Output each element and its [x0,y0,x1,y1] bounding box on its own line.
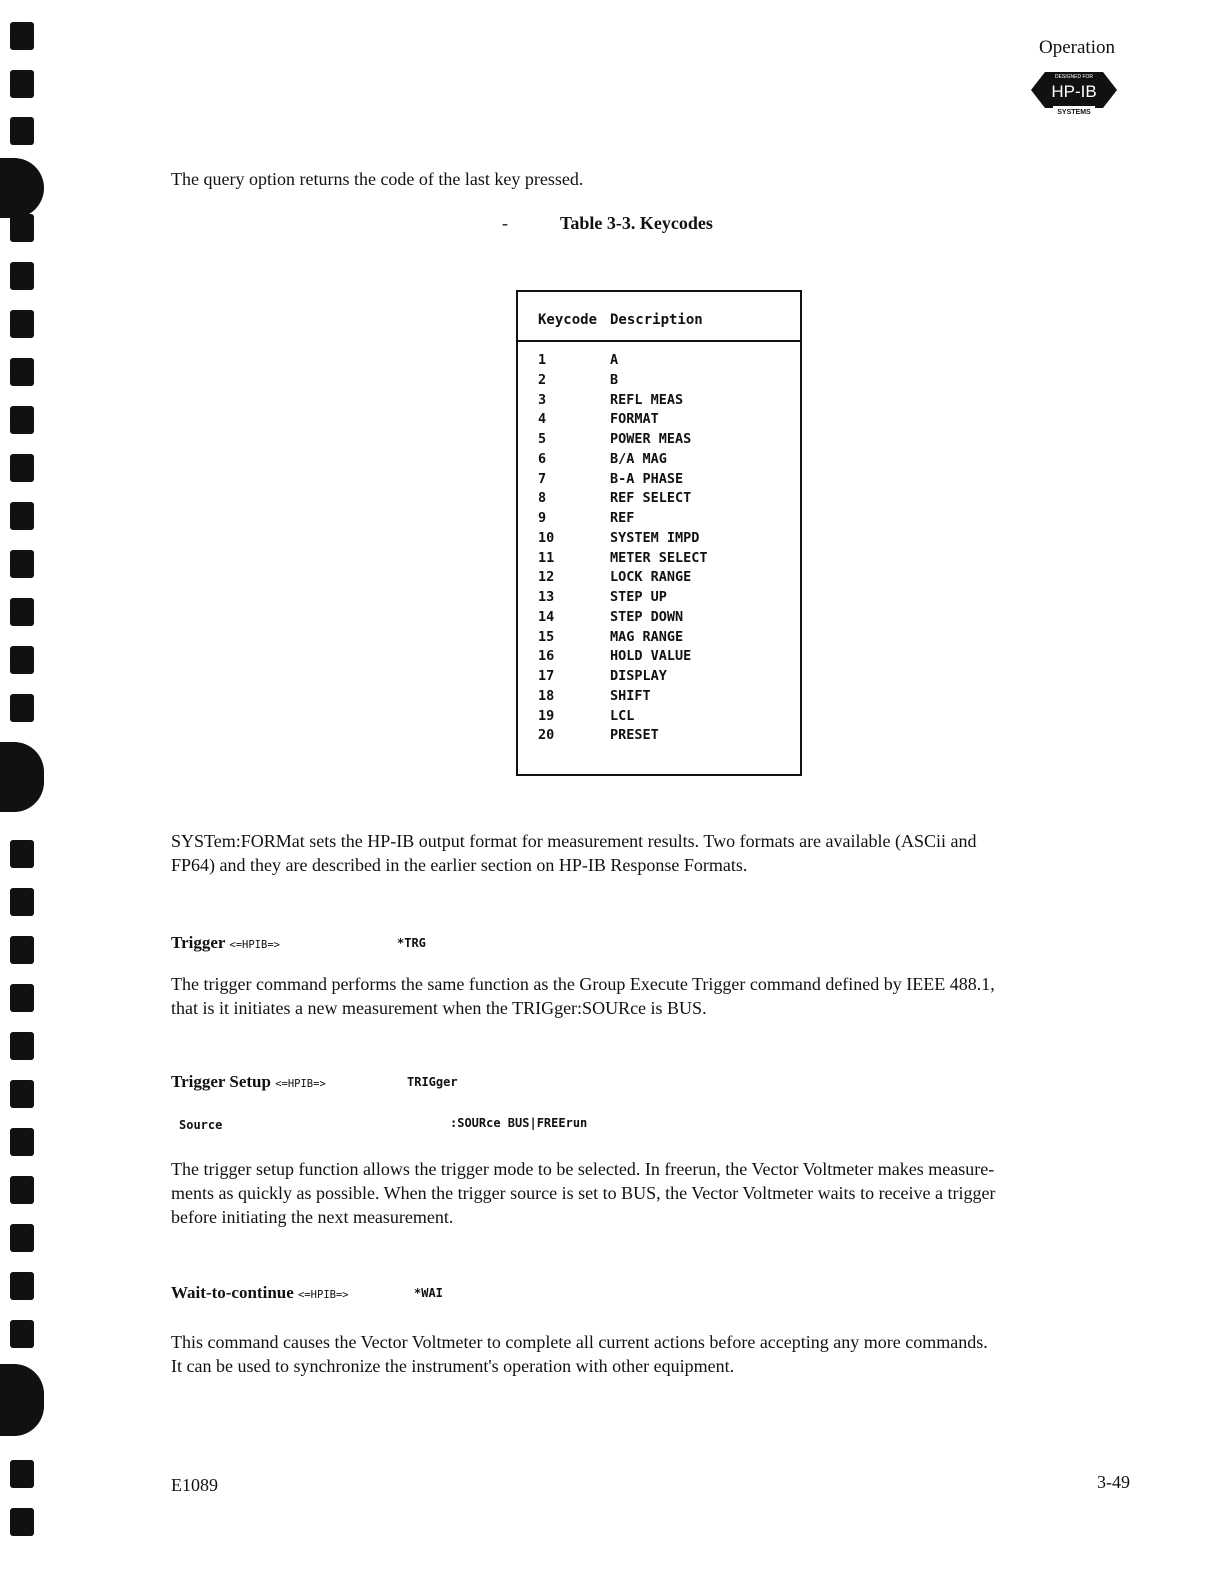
binder-ring-hole [0,1364,44,1436]
description-cell: B/A MAG [610,450,667,467]
format-para-line: SYSTem:FORMat sets the HP-IB output format for measurement results. Two formats are available (ASCii and [171,831,977,851]
document-number: E1089 [171,1475,218,1495]
trigger-para-line: that is it initiates a new measurement when the TRIGger:SOURce is BUS. [171,998,707,1018]
binder-hole [10,502,34,530]
table-row [518,609,800,629]
keycode-cell: 10 [538,529,555,546]
binder-hole [10,1460,34,1488]
description-cell: A [610,352,619,368]
table-body [518,352,800,747]
keycode-table [516,290,802,776]
binder-hole [10,984,34,1012]
table-row [518,550,800,570]
binder-hole [10,214,34,242]
description-cell: FORMAT [610,411,659,428]
table-row [518,648,800,668]
page-number: 3-49 [1097,1472,1130,1492]
keycode-cell: 13 [538,589,555,605]
binder-hole [10,646,34,674]
table-row [518,708,800,728]
table-row [518,727,800,747]
binder-hole [10,936,34,964]
description-cell: METER SELECT [610,549,708,566]
hpib-marker: <=HPIB=> [275,1078,326,1090]
table-row [518,510,800,530]
caption-dash: - [502,213,508,233]
wait-para-line: It can be used to synchronize the instrument's operation with other equipment. [171,1356,735,1376]
binder-hole [10,1128,34,1156]
description-cell: B-A PHASE [610,470,684,487]
binder-hole [10,1224,34,1252]
binder-ring-hole [0,742,44,812]
keycode-cell: 16 [538,648,555,665]
description-cell: DISPLAY [610,668,667,684]
hpib-marker: <=HPIB=> [229,939,280,951]
binder-hole [10,1508,34,1536]
binder-hole [10,358,34,386]
wait-heading-text: Wait-to-continue [171,1283,294,1302]
table-row [518,372,800,392]
trigger-setup-command: TRIGger [407,1075,458,1089]
section-title: Operation [1039,37,1115,58]
trigger-setup-para-line: ments as quickly as possible. When the trigger source is set to BUS, the Vector Voltmeter waits to receive a trigger [171,1183,996,1203]
trigger-heading [171,933,280,953]
trigger-command: *TRG [397,936,426,950]
trigger-para-line: The trigger command performs the same function as the Group Execute Trigger command defined by IEEE 488.1, [171,974,995,994]
description-cell: B [610,371,619,388]
keycode-cell: 15 [538,628,555,645]
table-row [518,490,800,510]
hpib-marker: <=HPIB=> [298,1289,349,1301]
binder-hole [10,840,34,868]
binder-strip [0,0,40,1584]
keycode-cell: 6 [538,450,547,467]
table-row [518,392,800,412]
binder-hole [10,1176,34,1204]
keycode-cell: 1 [538,352,547,368]
description-cell: LCL [610,707,635,724]
keycode-cell: 19 [538,707,555,724]
description-cell: MAG RANGE [610,628,684,645]
binder-hole [10,694,34,722]
keycode-cell: 2 [538,371,547,388]
table-row [518,668,800,688]
table-row [518,471,800,491]
description-cell: REF [610,510,635,526]
keycode-cell: 17 [538,668,555,684]
description-cell: HOLD VALUE [610,648,692,665]
keycode-cell: 5 [538,431,547,447]
binder-hole [10,1080,34,1108]
table-row [518,589,800,609]
source-param-label: Source [179,1118,223,1132]
description-cell: STEP UP [610,589,667,605]
wait-heading [171,1283,349,1303]
description-cell: PRESET [610,727,659,744]
hp-ib-systems-logo [1031,68,1117,116]
keycode-cell: 8 [538,490,547,507]
binder-hole [10,22,34,50]
keycode-cell: 3 [538,391,547,408]
trigger-setup-heading-text: Trigger Setup [171,1072,271,1091]
binder-hole [10,598,34,626]
binder-hole [10,406,34,434]
logo-bottom-text: SYSTEMS [1057,109,1091,116]
table-row [518,530,800,550]
format-para-line: FP64) and they are described in the earlier section on HP-IB Response Formats. [171,855,748,875]
trigger-setup-para-line: The trigger setup function allows the trigger mode to be selected. In freerun, the Vector Voltmeter makes measure- [171,1159,995,1179]
description-cell: POWER MEAS [610,431,692,447]
description-cell: STEP DOWN [610,608,684,625]
binder-ring-hole [0,158,44,218]
binder-hole [10,550,34,578]
trigger-setup-para-line: before initiating the next measurement. [171,1207,454,1227]
logo-main-text: HP-IB [1051,82,1097,101]
table-row [518,629,800,649]
table-row [518,411,800,431]
keycode-cell: 20 [538,727,555,744]
binder-hole [10,262,34,290]
logo-top-text: DESIGNED FOR [1054,74,1094,80]
table-row [518,431,800,451]
keycode-cell: 14 [538,608,555,625]
description-cell: SYSTEM IMPD [610,529,700,546]
trigger-heading-text: Trigger [171,933,226,952]
keycode-cell: 7 [538,470,547,487]
column-header-description: Description [610,312,703,328]
table-header [518,292,800,342]
binder-hole [10,454,34,482]
table-row [518,688,800,708]
intro-text: The query option returns the code of the last key pressed. [171,169,584,189]
source-param-command: :SOURce BUS|FREErun [450,1116,588,1130]
keycode-cell: 11 [538,549,555,566]
binder-hole [10,1032,34,1060]
keycode-cell: 4 [538,411,547,428]
binder-hole [10,117,34,145]
description-cell: REF SELECT [610,490,692,507]
binder-hole [10,310,34,338]
keycode-cell: 12 [538,569,555,586]
keycode-cell: 18 [538,687,555,704]
column-header-keycode: Keycode [538,312,598,328]
binder-hole [10,888,34,916]
table-row [518,352,800,372]
description-cell: SHIFT [610,687,651,704]
keycode-cell: 9 [538,510,547,526]
table-caption: Table 3-3. Keycodes [560,213,713,233]
description-cell: REFL MEAS [610,391,684,408]
trigger-setup-heading [171,1072,326,1092]
binder-hole [10,1320,34,1348]
table-row [518,451,800,471]
binder-hole [10,1272,34,1300]
description-cell: LOCK RANGE [610,569,692,586]
table-row [518,569,800,589]
binder-hole [10,70,34,98]
wait-command: *WAI [414,1286,443,1300]
wait-para-line: This command causes the Vector Voltmeter to complete all current actions before accepting any more commands. [171,1332,988,1352]
